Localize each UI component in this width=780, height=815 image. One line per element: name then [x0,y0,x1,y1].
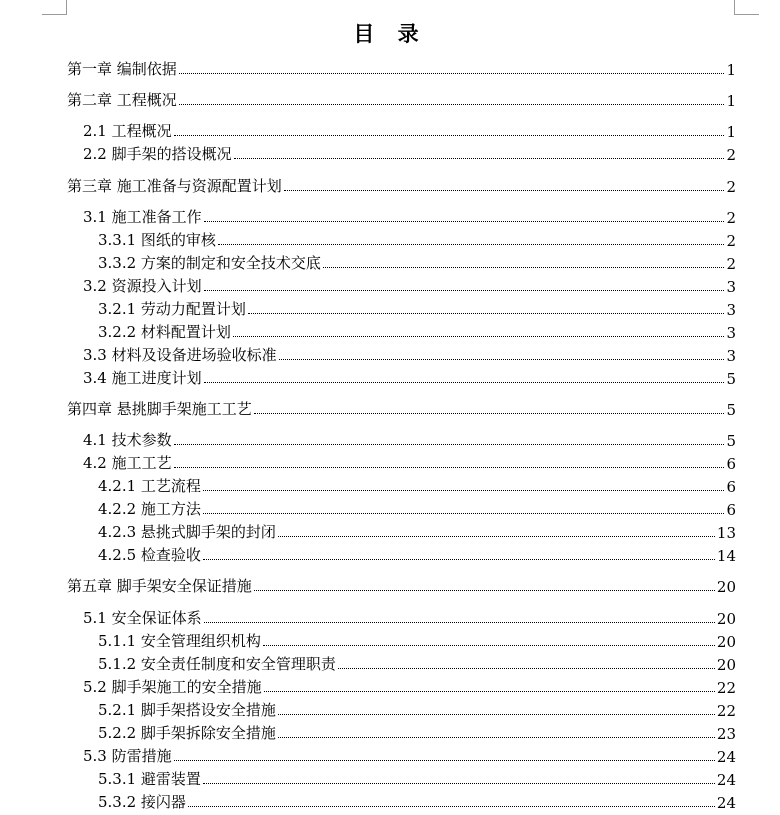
toc-entry-chapter[interactable] [67,88,736,110]
toc-dot-leader [338,668,715,669]
toc-entry-page: 1 [726,61,736,79]
toc-dot-leader [179,73,725,74]
toc-entry-label: 5.2 脚手架施工的安全措施 [83,678,262,696]
toc-dot-leader [278,536,715,537]
toc-dot-leader [174,444,725,445]
toc-entry-chapter[interactable] [67,174,736,196]
toc-entry-label: 第二章 工程概况 [67,91,177,109]
toc-entry-label: 5.2.2 脚手架拆除安全措施 [98,724,276,742]
toc-dot-leader [323,267,725,268]
toc-entry-page: 3 [726,347,736,365]
toc-entry-subsection[interactable] [98,721,736,743]
page-corner-mark-left [42,0,67,15]
toc-entry-page: 6 [726,455,736,473]
toc-entry-label: 4.2 施工工艺 [83,454,172,472]
toc-entry-label: 第五章 脚手架安全保证措施 [67,577,252,595]
toc-entry-section[interactable] [83,119,736,141]
toc-entry-label: 5.1.1 安全管理组织机构 [98,632,261,650]
toc-entry-label: 3.3.2 方案的制定和安全技术交底 [98,254,321,272]
toc-entry-label: 5.2.1 脚手架搭设安全措施 [98,701,276,719]
toc-dot-leader [278,714,715,715]
toc-dot-leader [174,135,725,136]
toc-entry-subsection[interactable] [98,251,736,273]
toc-entry-page: 20 [716,610,736,628]
toc-entry-subsection[interactable] [98,497,736,519]
toc-entry-page: 1 [726,123,736,141]
toc-entry-label: 3.1 施工准备工作 [83,208,202,226]
toc-entry-page: 24 [716,748,736,766]
toc-entry-page: 3 [726,301,736,319]
toc-entry-page: 2 [726,255,736,273]
toc-dot-leader [203,490,725,491]
toc-dot-leader [203,513,725,514]
toc-dot-leader [278,737,715,738]
toc-entry-chapter[interactable] [67,397,736,419]
toc-entry-page: 5 [726,432,736,450]
toc-entry-page: 6 [726,501,736,519]
toc-entry-page: 5 [726,370,736,388]
toc-entry-label: 4.2.3 悬挑式脚手架的封闭 [98,523,276,541]
toc-entry-section[interactable] [83,142,736,164]
toc-dot-leader [234,158,725,159]
toc-dot-leader [204,221,725,222]
toc-dot-leader [233,336,725,337]
toc-entry-label: 3.3 材料及设备进场验收标准 [83,346,277,364]
toc-entry-page: 2 [726,178,736,196]
toc-dot-leader [204,290,725,291]
toc-entry-section[interactable] [83,205,736,227]
toc-entry-page: 22 [716,679,736,697]
toc-entry-label: 第三章 施工准备与资源配置计划 [67,177,282,195]
page-corner-mark-right [734,0,759,15]
toc-dot-leader [174,760,715,761]
toc-entry-page: 20 [716,633,736,651]
toc-entry-chapter[interactable] [67,57,736,79]
toc-entry-label: 4.2.5 检查验收 [98,546,201,564]
toc-entry-page: 13 [716,524,736,542]
toc-dot-leader [263,645,715,646]
toc-entry-page: 5 [726,401,736,419]
toc-entry-page: 2 [726,146,736,164]
toc-entry-label: 3.4 施工进度计划 [83,369,202,387]
toc-entry-section[interactable] [83,428,736,450]
toc-entry-subsection[interactable] [98,320,736,342]
toc-entry-subsection[interactable] [98,698,736,720]
toc-entry-label: 5.1 安全保证体系 [83,609,202,627]
toc-entry-page: 23 [716,725,736,743]
toc-entry-subsection[interactable] [98,767,736,789]
toc-entry-page: 24 [716,771,736,789]
toc-dot-leader [179,104,725,105]
toc-dot-leader [203,559,715,560]
toc-dot-leader [174,467,725,468]
toc-dot-leader [203,783,715,784]
toc-entry-label: 3.3.1 图纸的审核 [98,231,216,249]
toc-dot-leader [254,413,725,414]
toc-entry-section[interactable] [83,451,736,473]
toc-entry-subsection[interactable] [98,520,736,542]
toc-entry-subsection[interactable] [98,652,736,674]
toc-entry-subsection[interactable] [98,474,736,496]
toc-entry-page: 24 [716,794,736,812]
toc-dot-leader [218,244,725,245]
toc-entry-label: 3.2.2 材料配置计划 [98,323,231,341]
toc-entry-label: 3.2 资源投入计划 [83,277,202,295]
toc-entry-label: 第四章 悬挑脚手架施工工艺 [67,400,252,418]
toc-entry-subsection[interactable] [98,297,736,319]
toc-entry-subsection[interactable] [98,629,736,651]
toc-entry-label: 第一章 编制依据 [67,60,177,78]
toc-entry-page: 6 [726,478,736,496]
toc-entry-section[interactable] [83,744,736,766]
toc-entry-chapter[interactable] [67,574,736,596]
toc-dot-leader [204,382,725,383]
toc-entry-page: 3 [726,324,736,342]
toc-entry-page: 22 [716,702,736,720]
toc-entry-section[interactable] [83,675,736,697]
toc-entry-label: 2.2 脚手架的搭设概况 [83,145,232,163]
toc-entry-label: 5.1.2 安全责任制度和安全管理职责 [98,655,336,673]
toc-entry-label: 5.3.2 接闪器 [98,793,186,811]
toc-entry-label: 4.1 技术参数 [83,431,172,449]
toc-entry-subsection[interactable] [98,228,736,250]
toc-title: 目 录 [353,22,427,46]
toc-dot-leader [284,190,725,191]
toc-entry-subsection[interactable] [98,543,736,565]
toc-entry-section[interactable] [83,606,736,628]
toc-dot-leader [204,622,715,623]
toc-entry-page: 1 [726,92,736,110]
toc-entry-page: 20 [716,578,736,596]
toc-dot-leader [188,806,715,807]
toc-dot-leader [264,691,715,692]
toc-entry-page: 3 [726,278,736,296]
toc-entry-section[interactable] [83,343,736,365]
toc-entry-page: 2 [726,209,736,227]
toc-entry-label: 4.2.1 工艺流程 [98,477,201,495]
toc-entry-page: 2 [726,232,736,250]
toc-entry-page: 20 [716,656,736,674]
toc-dot-leader [248,313,725,314]
toc-entry-subsection[interactable] [98,790,736,812]
toc-entry-section[interactable] [83,274,736,296]
toc-entry-label: 3.2.1 劳动力配置计划 [98,300,246,318]
toc-entry-section[interactable] [83,366,736,388]
toc-dot-leader [279,359,725,360]
toc-entry-label: 4.2.2 施工方法 [98,500,201,518]
toc-entry-label: 5.3.1 避雷装置 [98,770,201,788]
toc-entry-label: 2.1 工程概况 [83,122,172,140]
toc-dot-leader [254,590,715,591]
toc-entry-label: 5.3 防雷措施 [83,747,172,765]
toc-entry-page: 14 [716,547,736,565]
